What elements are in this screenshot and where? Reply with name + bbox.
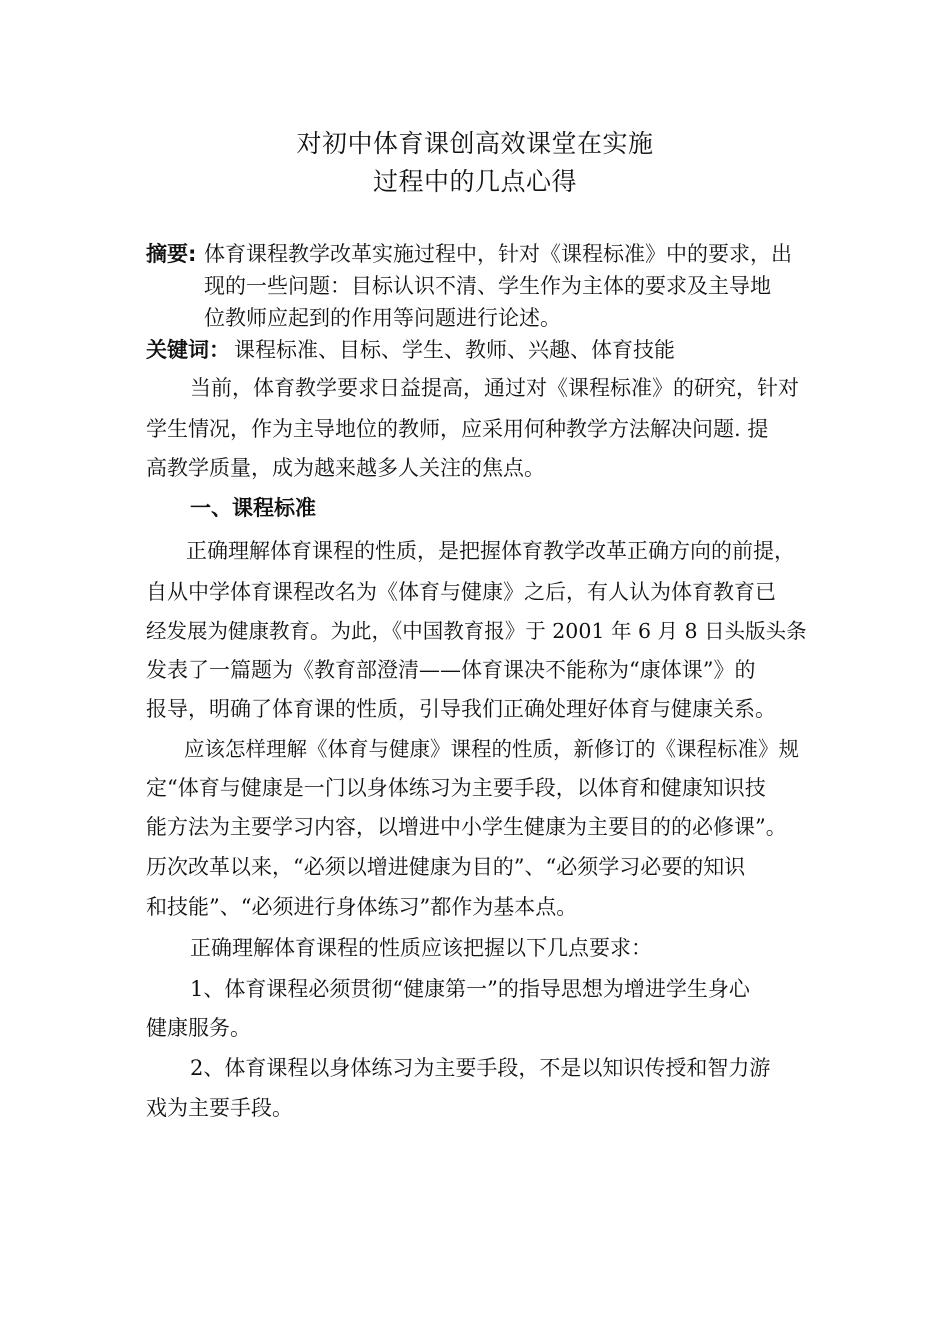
list-item-1-line-2: 健康服务。 [146, 1016, 251, 1040]
list-item-2-line-1: 2、体育课程以身体练习为主要手段，不是以知识传授和智力游 [190, 1056, 771, 1080]
paragraph-2-line-2: 定“体育与健康是一门以身体练习为主要手段，以体育和健康知识技 [146, 776, 766, 800]
paragraph-1-line-2: 自从中学体育课程改名为《体育与健康》之后，有人认为体育教育已 [146, 580, 776, 604]
paragraph-2-line-1: 应该怎样理解《体育与健康》课程的性质，新修订的《课程标准》规 [184, 737, 799, 761]
paragraph-2-line-4: 历次改革以来，“必须以增进健康为目的”、“必须学习必要的知识 [146, 855, 746, 879]
paragraph-1-line-1: 正确理解体育课程的性质，是把握体育教学改革正确方向的前提， [186, 539, 795, 563]
paragraph-2-line-5: 和技能”、“必须进行身体练习”都作为基本点。 [146, 895, 578, 919]
abstract-line-1: 体育课程教学改革实施过程中，针对《课程标准》中的要求，出 [204, 242, 792, 266]
paragraph-1-line-3: 经发展为健康教育。为此，《中国教育报》于 2001 年 6 月 8 日头版头条 [146, 619, 807, 643]
list-item-2-line-2: 戏为主要手段。 [146, 1096, 293, 1120]
intro-line-1: 当前，体育教学要求日益提高，通过对《课程标准》的研究，针对 [190, 376, 799, 400]
paragraph-1-line-5: 报导，明确了体育课的性质，引导我们正确处理好体育与健康关系。 [146, 697, 776, 721]
list-item-1-line-1: 1、体育课程必须贯彻“健康第一”的指导思想为增进学生身心 [190, 977, 750, 1001]
intro-line-2: 学生情况，作为主导地位的教师，应采用何种教学方法解决问题. 提 [146, 417, 769, 441]
paragraph-1-line-4: 发表了一篇题为《教育部澄清——体育课决不能称为“康体课”》的 [146, 658, 756, 682]
abstract-label: 摘要: [146, 242, 197, 266]
abstract-line-2: 现的一些问题：目标认识不清、学生作为主体的要求及主导地 [204, 274, 771, 298]
abstract-line-3: 位教师应起到的作用等问题进行论述。 [204, 306, 561, 330]
keywords-text: 课程标准、目标、学生、教师、兴趣、体育技能 [234, 338, 675, 362]
paragraph-2-line-3: 能方法为主要学习内容，以增进中小学生健康为主要目的的必修课”。 [146, 815, 787, 839]
section-1-heading: 一、课程标准 [190, 496, 316, 520]
keywords-label: 关键词： [146, 338, 230, 362]
document-title-line-2: 过程中的几点心得 [372, 167, 577, 196]
paragraph-3: 正确理解体育课程的性质应该把握以下几点要求： [190, 936, 652, 960]
intro-line-3: 高教学质量，成为越来越多人关注的焦点。 [146, 456, 545, 480]
document-title-line-1: 对初中体育课创高效课堂在实施 [296, 129, 654, 158]
